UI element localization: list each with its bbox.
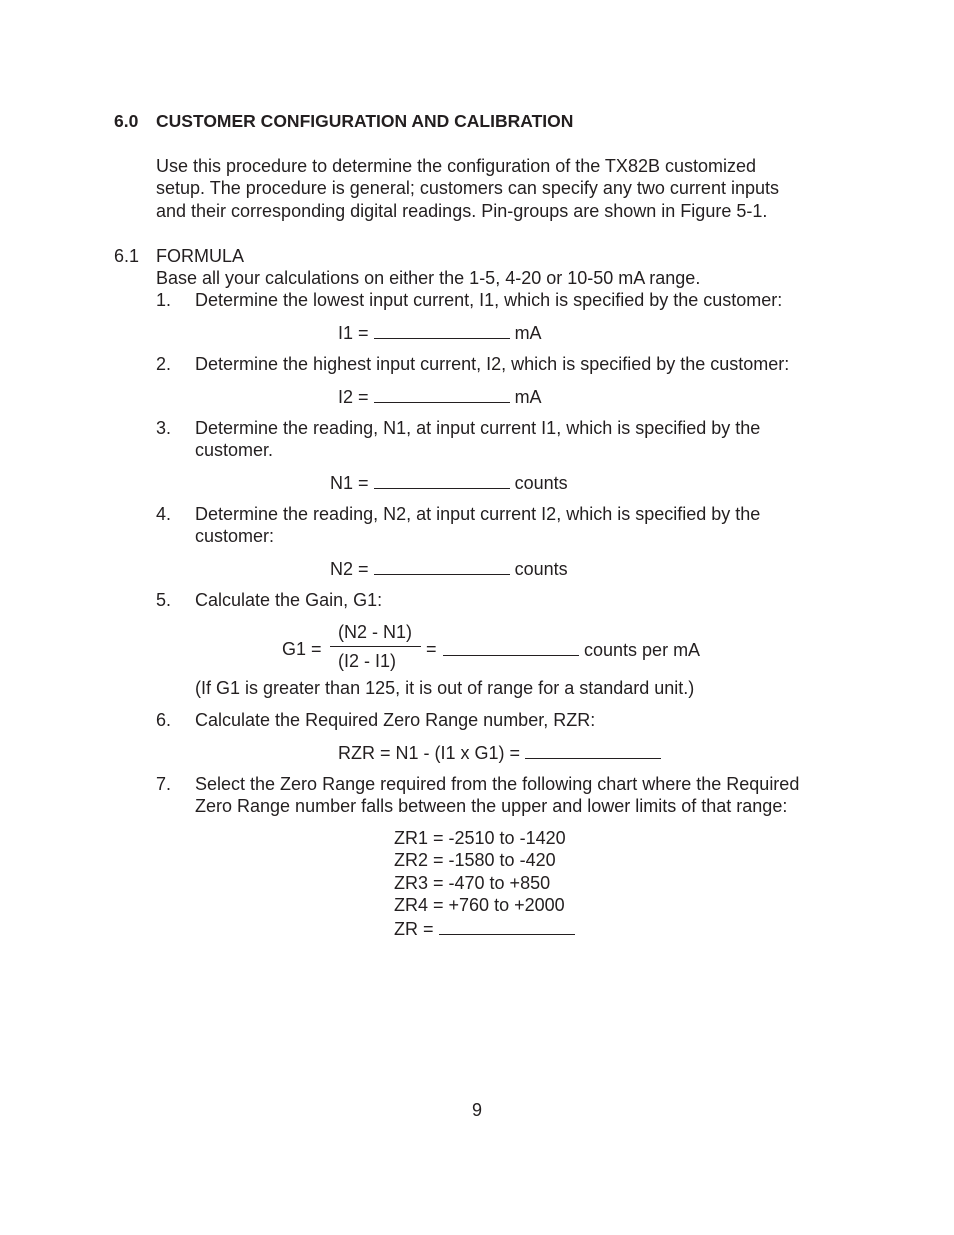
field-unit: counts [514, 559, 568, 579]
step-text: Select the Zero Range required from the following chart where the Required [195, 774, 800, 794]
step-number: 7. [156, 774, 172, 794]
gain-equals: = [426, 639, 437, 659]
step-text: customer. [195, 440, 274, 460]
fraction-bar [330, 646, 421, 647]
page-number: 9 [472, 1100, 483, 1120]
step-number: 6. [156, 710, 172, 730]
step-text: Calculate the Gain, G1: [195, 590, 383, 610]
i1-blank[interactable] [374, 321, 510, 339]
i2-field [338, 385, 542, 408]
gain-unit: counts per mA [584, 640, 701, 660]
intro-line: Use this procedure to determine the configuration of the TX82B customized [156, 156, 757, 176]
step-text: Zero Range number falls between the upper and lower limits of that range: [195, 796, 788, 816]
gain-denominator: (I2 - I1) [338, 651, 397, 671]
zr-label: ZR = [394, 919, 434, 939]
field-label: N2 = [330, 559, 369, 579]
field-label: I1 = [338, 323, 369, 343]
step-number: 2. [156, 354, 172, 374]
rzr-field [338, 741, 661, 764]
step-text: customer: [195, 526, 275, 546]
gain-note: (If G1 is greater than 125, it is out of range for a standard unit.) [195, 678, 695, 698]
step-number: 1. [156, 290, 172, 310]
zr-field [394, 917, 575, 940]
step-number: 3. [156, 418, 172, 438]
step-text: Calculate the Required Zero Range number, RZR: [195, 710, 596, 730]
section-title: CUSTOMER CONFIGURATION AND CALIBRATION [156, 111, 574, 131]
i1-field [338, 321, 542, 344]
step-number: 5. [156, 590, 172, 610]
zr-blank[interactable] [439, 917, 575, 935]
g1-field [443, 638, 700, 661]
step-text: Determine the reading, N2, at input current I2, which is specified by the [195, 504, 761, 524]
step-number: 4. [156, 504, 172, 524]
gain-numerator: (N2 - N1) [338, 622, 413, 642]
zero-range-item: ZR1 = -2510 to -1420 [394, 828, 566, 848]
gain-lhs: G1 = [282, 639, 322, 659]
intro-line: and their corresponding digital readings. Pin-groups are shown in Figure 5-1. [156, 201, 768, 221]
subsection-intro: Base all your calculations on either the 1-5, 4-20 or 10-50 mA range. [156, 268, 701, 288]
step-text: Determine the reading, N1, at input current I1, which is specified by the [195, 418, 761, 438]
subsection-number: 6.1 [114, 246, 140, 266]
zero-range-item: ZR4 = +760 to +2000 [394, 895, 565, 915]
n2-blank[interactable] [374, 557, 510, 575]
i2-blank[interactable] [374, 385, 510, 403]
rzr-blank[interactable] [525, 741, 661, 759]
field-label: N1 = [330, 473, 369, 493]
subsection-title: FORMULA [156, 246, 245, 266]
intro-line: setup. The procedure is general; customers can specify any two current inputs [156, 178, 779, 198]
field-unit: counts [514, 473, 568, 493]
step-text: Determine the highest input current, I2, which is specified by the customer: [195, 354, 790, 374]
step-text: Determine the lowest input current, I1, which is specified by the customer: [195, 290, 783, 310]
field-unit: mA [514, 323, 542, 343]
field-label: I2 = [338, 387, 369, 407]
field-unit: mA [514, 387, 542, 407]
n1-blank[interactable] [374, 471, 510, 489]
section-number: 6.0 [114, 111, 139, 131]
n2-field [330, 557, 568, 580]
rzr-formula: RZR = N1 - (I1 x G1) = [338, 743, 521, 763]
zero-range-item: ZR2 = -1580 to -420 [394, 850, 556, 870]
n1-field [330, 471, 568, 494]
zero-range-item: ZR3 = -470 to +850 [394, 873, 551, 893]
g1-blank[interactable] [443, 638, 579, 656]
